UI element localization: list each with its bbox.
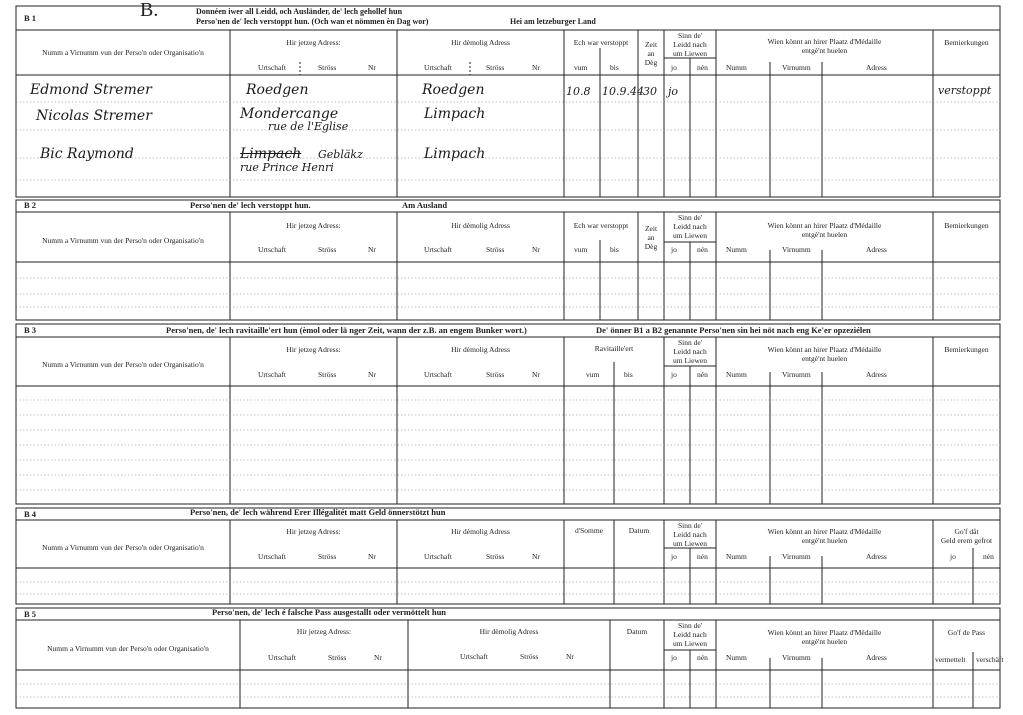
col-medal2: entgè'nt huelen [801, 536, 848, 545]
col-date: Datum [628, 526, 650, 535]
col-no: nén [697, 653, 708, 662]
b1-row3-place: Limpach [240, 146, 302, 162]
col-medal1: Wien könnt an hirer Plaatz d'Médaille [767, 37, 882, 46]
col-place: Urtschaft [268, 653, 296, 662]
col-name: Numm a Virnumm vun der Perso'n oder Organisatio'n [42, 236, 204, 245]
col-from: vum [574, 63, 588, 72]
col-place: Urtschaft [258, 370, 286, 379]
col-no: nén [697, 63, 708, 72]
col-first: Numm [726, 552, 747, 561]
col-street: Ströss [486, 370, 505, 379]
col-alive2: Leidd nach [673, 347, 707, 356]
col-yes: jo [671, 552, 677, 561]
col-former-address: Hir dèmolig Adress [451, 38, 510, 47]
col-nr: Nr [532, 245, 540, 254]
col-current-address: Hir jetzeg Adress: [286, 527, 341, 536]
col-first: Numm [726, 245, 747, 254]
col-street: Ströss [486, 245, 505, 254]
col-address: Adress [866, 63, 887, 72]
col-current-address: Hir jetzeg Adress: [286, 38, 341, 47]
b1-row1-remark: verstoppt [938, 84, 992, 97]
b1-row1-name: Edmond Stremer [30, 82, 152, 98]
form-letter: B. [140, 0, 159, 21]
col-current-address: Hir jetzeg Adress: [286, 221, 341, 230]
col-ravit: Ravitaille'ert [594, 344, 634, 353]
b1-row1-place: Roedgen [246, 82, 309, 98]
col-alive3: um Liewen [673, 639, 707, 648]
col-address: Adress [866, 552, 887, 561]
col-place: Urtschaft [258, 552, 286, 561]
col-alive2: Leidd nach [673, 530, 707, 539]
col-remarks: Bemierkungen [944, 221, 989, 230]
col-place: Urtschaft [258, 63, 286, 72]
col-last: Virnumm [782, 245, 811, 254]
col-alive1: Sinn de' [677, 31, 703, 40]
section-code-b3: B 3 [24, 325, 37, 335]
col-to: bis [610, 245, 619, 254]
col-arrested: vermettelt [935, 655, 966, 664]
col-street: Ströss [520, 652, 539, 661]
col-former-address: Hir dèmolig Adress [451, 345, 510, 354]
header-line1: Donnéen iwer all Leidd, och Ausländer, de' lech gehollef hun [196, 7, 403, 16]
b1-row3-name: Bic Raymond [40, 146, 134, 162]
b1-row1-from: 10.8 [566, 85, 591, 98]
col-medal2: entgè'nt huelen [801, 637, 848, 646]
b1-row3-place2: rue Prince Henri [240, 161, 334, 174]
col-place: Urtschaft [424, 370, 452, 379]
col-nr: Nr [532, 370, 540, 379]
col-address: Adress [866, 653, 887, 662]
col-alive3: um Liewen [673, 356, 707, 365]
col-alive2: Leidd nach [673, 630, 707, 639]
col-alive1: Sinn de' [677, 213, 703, 222]
col-last: Virnumm [782, 552, 811, 561]
col-street: Ströss [318, 370, 337, 379]
col-yes: jo [671, 245, 677, 254]
col-remarks: Bemierkungen [944, 345, 989, 354]
col-hidden: Ech war verstoppt [573, 38, 629, 47]
col-time3: Dèg [644, 58, 658, 67]
col-alive2: Leidd nach [673, 222, 707, 231]
col-address: Adress [866, 370, 887, 379]
col-medal1: Wien könnt an hirer Plaatz d'Médaille [767, 345, 882, 354]
col-street: Ströss [318, 552, 337, 561]
col-alive2: Leidd nach [673, 40, 707, 49]
col-sum: d'Somme [574, 526, 604, 535]
col-last: Virnumm [782, 63, 811, 72]
col-alive3: um Liewen [673, 49, 707, 58]
col-alive3: um Liewen [673, 539, 707, 548]
col-street: Ströss [486, 552, 505, 561]
col-given: verschäft [976, 655, 1004, 664]
col-alive1: Sinn de' [677, 338, 703, 347]
col-place: Urtschaft [424, 63, 452, 72]
col-street: Ströss [328, 653, 347, 662]
col-former-address: Hir dèmolig Adress [451, 221, 510, 230]
header-line2-right: Hei am letzeburger Land [510, 17, 596, 26]
col-yes: jo [671, 653, 677, 662]
col-place: Urtschaft [424, 552, 452, 561]
col-nr: Nr [374, 653, 382, 662]
col-former-address: Hir dèmolig Adress [451, 527, 510, 536]
col-medal2: entgè'nt huelen [801, 354, 848, 363]
col-place: Urtschaft [258, 245, 286, 254]
col-money2: Geld erem gefrot [940, 536, 993, 545]
b1-row2-place: Mondercange [240, 106, 339, 122]
col-no: nén [983, 552, 994, 561]
col-time2: an [647, 233, 655, 242]
section-right-b3: De' önner B1 a B2 genannte Perso'nen sin hei nöt nach eng Ke'er opzeziélen [596, 325, 871, 335]
col-last: Virnumm [782, 370, 811, 379]
b1-row1-days: 30 [643, 85, 657, 98]
col-name: Numm a Virnumm vun der Perso'n oder Organisatio'n [47, 644, 209, 653]
col-medal2: entgè'nt huelen [801, 230, 848, 239]
col-time1: Zeit [644, 40, 658, 49]
col-no: nén [697, 370, 708, 379]
col-medal1: Wien könnt an hirer Plaatz d'Médaille [767, 527, 882, 536]
col-nr: Nr [566, 652, 574, 661]
section-code-b5: B 5 [24, 609, 37, 619]
col-place: Urtschaft [424, 245, 452, 254]
b1-row3-former: Limpach [424, 146, 486, 162]
col-yes: jo [671, 63, 677, 72]
col-current-address: Hir jetzeg Adress: [286, 345, 341, 354]
col-yes: jo [671, 370, 677, 379]
col-to: bis [624, 370, 633, 379]
b1-row1-alive: jo [668, 85, 679, 98]
col-time1: Zeit [644, 224, 658, 233]
col-time2: an [647, 49, 655, 58]
col-medal2: entgè'nt huelen [801, 46, 848, 55]
b1-row1-to: 10.9.44 [602, 85, 644, 98]
col-alive3: um Liewen [673, 231, 707, 240]
section-title-b5: Perso'nen, de' lech é falsche Pass ausgestallt oder vermöttelt hun [212, 607, 447, 617]
col-name: Numm a Virnumm vun der Perso'n oder Organisatio'n [42, 360, 204, 369]
col-name: Numm a Virnumm vun der Perso'n oder Organisatio'n [42, 543, 204, 552]
col-money1: Go'f dåt [954, 527, 979, 536]
section-title-b3: Perso'nen, de' lech ravitaille'ert hun (èmol oder lä nger Zeit, wann der z.B. an engem Bunker wort.) [166, 325, 527, 335]
col-time3: Dèg [644, 242, 658, 251]
col-street: Ströss [318, 245, 337, 254]
b1-row3-street: Gebläkz [318, 148, 363, 161]
col-nr: Nr [368, 245, 376, 254]
col-first: Numm [726, 653, 747, 662]
col-pass: Go'f de Pass [947, 628, 986, 637]
section-title-b2: Perso'nen de' lech verstoppt hun. [190, 200, 311, 210]
col-place: Urtschaft [460, 652, 488, 661]
col-to: bis [610, 63, 619, 72]
col-nr: Nr [532, 552, 540, 561]
section-code-b4: B 4 [24, 509, 37, 519]
col-former-address: Hir dèmolig Adress [479, 627, 539, 636]
col-last: Virnumm [782, 653, 811, 662]
col-medal1: Wien könnt an hirer Plaatz d'Médaille [767, 221, 882, 230]
col-street: Ströss [486, 63, 505, 72]
col-medal1: Wien könnt an hirer Plaatz d'Médaille [767, 628, 882, 637]
col-nr: Nr [368, 370, 376, 379]
col-first: Numm [726, 370, 747, 379]
section-title-b4: Perso'nen, de' lech während Erer Illégalitét matt Geld önnerstötzt hun [190, 507, 446, 517]
col-street: Ströss [318, 63, 337, 72]
col-remarks: Bemierkungen [944, 38, 989, 47]
col-alive1: Sinn de' [677, 521, 703, 530]
col-first: Numm [726, 63, 747, 72]
col-nr: Nr [532, 63, 540, 72]
b1-row1-former: Roedgen [422, 82, 485, 98]
section-code-b1: B 1 [24, 13, 37, 23]
b1-row2-place2: rue de l'Eglise [268, 120, 349, 133]
header-line2: Perso'nen de' lech verstoppt hun. (Och wan et nömmen èn Dag wor) [196, 17, 429, 26]
col-nr: Nr [368, 63, 376, 72]
col-date: Datum [626, 627, 648, 636]
col-no: nén [697, 245, 708, 254]
col-hidden: Ech war verstoppt [573, 221, 629, 230]
col-from: vum [586, 370, 600, 379]
col-from: vum [574, 245, 588, 254]
b1-row2-name: Nicolas Stremer [36, 108, 152, 124]
section-right-b2: Am Ausland [402, 200, 448, 210]
b1-row2-former: Limpach [424, 106, 486, 122]
section-code-b2: B 2 [24, 200, 37, 210]
col-address: Adress [866, 245, 887, 254]
col-no: nén [697, 552, 708, 561]
col-name: Numm a Virnumm vun der Perso'n oder Organisatio'n [42, 48, 204, 57]
col-yes: jo [950, 552, 956, 561]
col-nr: Nr [368, 552, 376, 561]
col-alive1: Sinn de' [677, 621, 703, 630]
col-current-address: Hir jetzeg Adress: [296, 627, 352, 636]
